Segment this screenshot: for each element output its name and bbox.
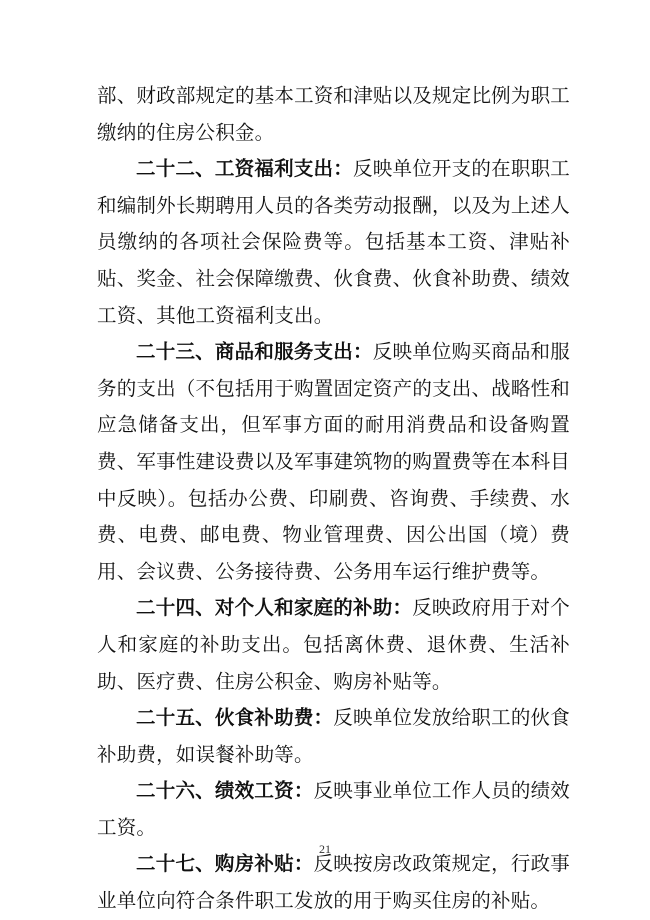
section-27-heading: 二十七、购房补贴： [136,852,314,876]
section-25-text: 反映单位发放给职工的伙食补助费，如误餐补助等。 [97,706,570,766]
page-number: 21 [319,842,331,856]
section-23-text: 反映单位购买商品和服务的支出（不包括用于购置固定资产的支出、战略性和应急储备支出，但军事方面的耐用消费品和设备购置费、军事性建设费以及军事建筑物的购置费等在本科目中反映）。包括办公费、印刷费、咨询费、手续费、水费、电费、邮电费、物业管理费、因公出国（境）费用、会议费、公务接待费、公务用车运行维护费等。 [97,340,570,583]
section-27-text: 反映按房改政策规定，行政事业单位向符合条件职工发放的用于购买住房的补贴。 [97,852,570,913]
section-26-text: 反映事业单位工作人员的绩效工资。 [97,779,570,839]
continuation-paragraph: 部、财政部规定的基本工资和津贴以及规定比例为职工缴纳的住房公积金。 [97,84,570,144]
section-26-heading: 二十六、绩效工资： [136,779,314,803]
section-27 [97,846,570,919]
section-26 [97,773,570,846]
section-23-heading: 二十三、商品和服务支出： [136,340,373,364]
section-22 [97,151,570,334]
section-24 [97,590,570,700]
section-23 [97,334,570,590]
section-22-text: 反映单位开支的在职职工和编制外长期聘用人员的各类劳动报酬，以及为上述人员缴纳的各项社会保险费等。包括基本工资、津贴补贴、奖金、社会保障缴费、伙食费、伙食补助费、绩效工资、其他工资福利支出。 [97,157,570,327]
section-25-heading: 二十五、伙食补助费： [136,706,334,730]
document-body [97,78,570,920]
section-25 [97,700,570,773]
section-24-heading: 二十四、对个人和家庭的补助： [136,596,413,620]
section-24-text: 反映政府用于对个人和家庭的补助支出。包括离休费、退休费、生活补助、医疗费、住房公积金、购房补贴等。 [97,596,570,693]
section-22-heading: 二十二、工资福利支出： [136,157,354,181]
